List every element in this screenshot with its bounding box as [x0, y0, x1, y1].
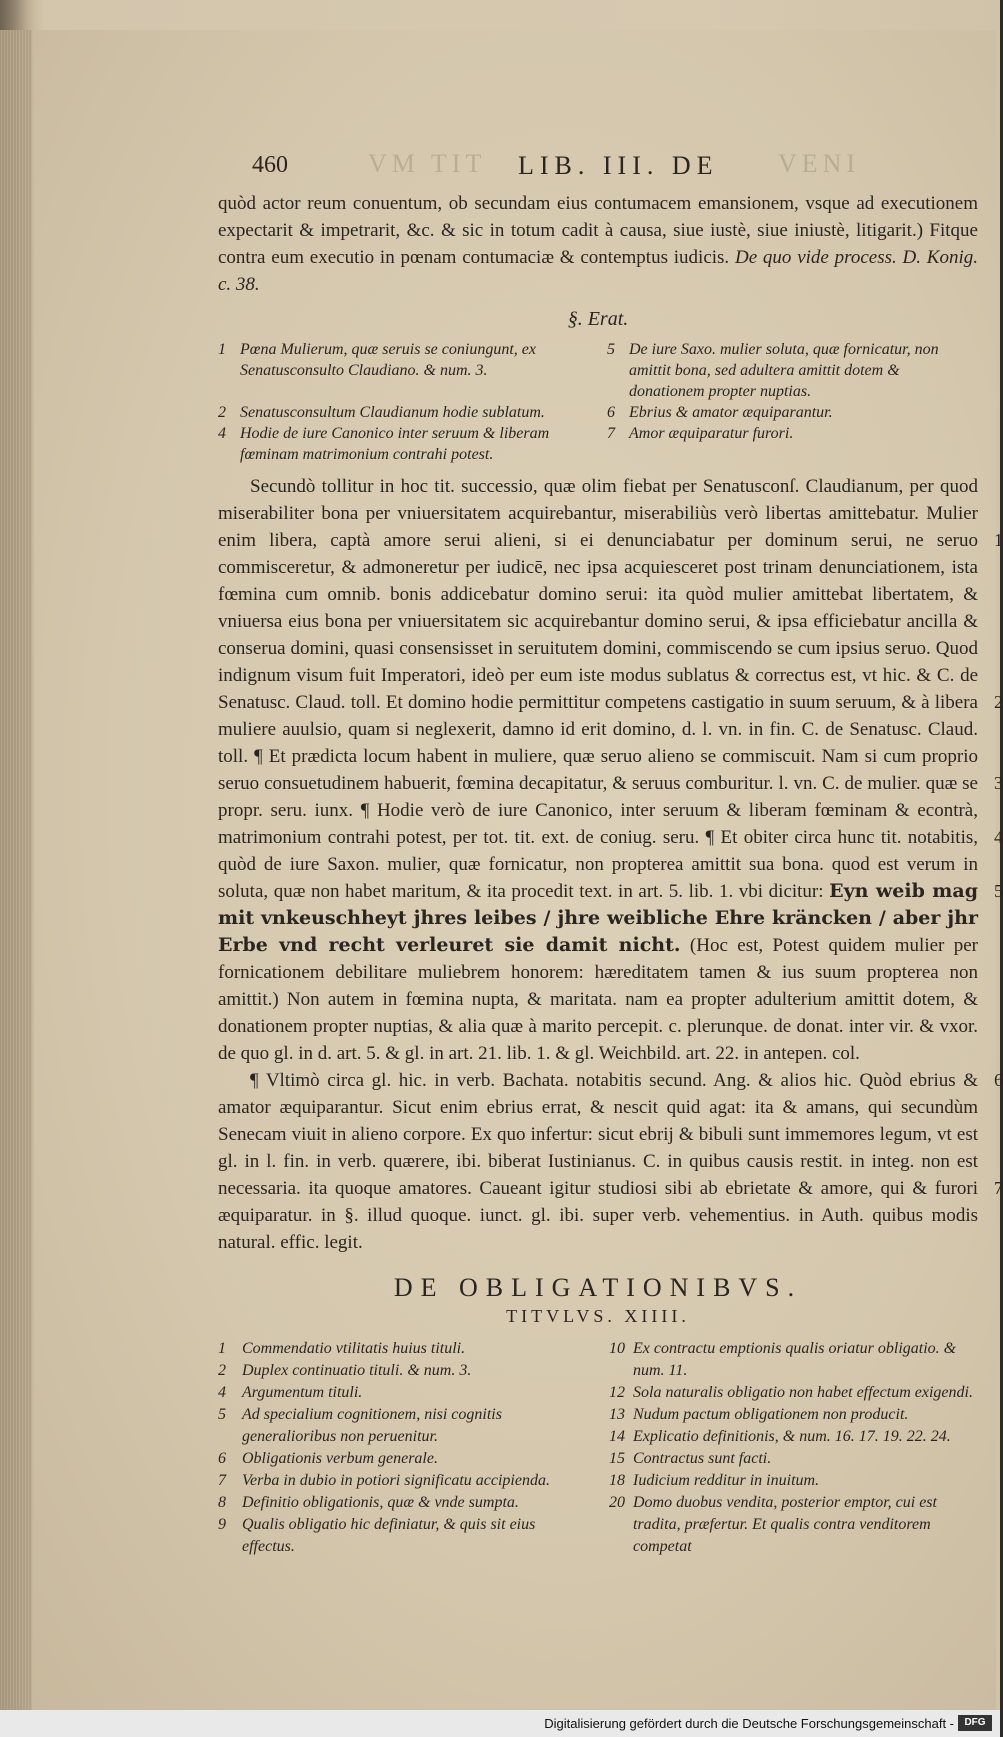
- paragraph-1: [218, 473, 978, 1067]
- summary-item: [607, 339, 978, 402]
- summary-num: 7: [218, 1472, 226, 1489]
- summary-item: [609, 1382, 978, 1404]
- summary-text: Sola naturalis obligatio non habet effectum exigendi.: [633, 1384, 973, 1401]
- german-quote: Eyn weib mag mit vnkeuschheyt jhres leibes / jhre weibliche Ehre kräncken / aber jhr Erbe vnd recht verleuret sie damit nicht.: [218, 880, 978, 956]
- summary-item: [218, 423, 589, 465]
- summary-column-right: [609, 1338, 978, 1558]
- summary-num: 5: [607, 341, 615, 358]
- title-subheading: TITVLVS. XIIII.: [506, 1306, 690, 1326]
- summary-num: 1: [218, 1340, 226, 1357]
- summary-num: 14: [609, 1428, 625, 1445]
- page-content: [218, 149, 1003, 1558]
- summary-text: Ebrius & amator æquiparantur.: [629, 404, 833, 421]
- summary-text: De iure Saxo. mulier soluta, quæ fornicatur, non amittit bona, sed adultera amittit dotem & donationem propter nuptias.: [629, 341, 939, 400]
- summary-list-1: [218, 339, 978, 465]
- margin-number: 7: [994, 1178, 1003, 1198]
- summary-item: [218, 1404, 587, 1448]
- summary-item: [609, 1470, 978, 1492]
- summary-text: Verba in dubio in potiori significatu accipienda.: [242, 1472, 550, 1489]
- summary-text: Commendatio vtilitatis huius tituli.: [242, 1340, 466, 1357]
- summary-num: 6: [218, 1450, 226, 1467]
- summary-text: Amor æquiparatur furori.: [629, 425, 794, 442]
- summary-text: Iudicium redditur in inuitum.: [633, 1472, 820, 1489]
- summary-num: 10: [609, 1340, 625, 1357]
- paragraph-1-text: Secundò tollitur in hoc tit. successio, quæ olim fiebat per Senatusconſ. Claudianum, per quod miserabiliter bona per vniuersitatem acquirebantur, miserabiliùs verò libertas amittebatur. Mulier enim libera, captà amore serui alieni, si ei denunciabatur per dominum serui, ne seruo commisceretur, & admoneretur per iudicē, nec ipsa acquiesceret post trinam denunciationem, ista fœmina cum omnib. bonis addicebatur domino serui: ita quòd mulier amittebat libertatem, & vniuersa eius bona per vniuersitatem sic acquirebantur domino serui, & ipsa efficiebatur ancilla & conserua domini, quasi consensisset in seruitutem domini, commiscendo se cum ipsius seruo. Quod indignum visum fuit Imperatori, ideò per eum iste modus sublatus & correctus est, vt hic. & C. de Senatusc. Claud. toll. Et domino hodie permittitur competens castigatio in suum seruum, & à libera muliere auulsio, quam si neglexerit, damno id erit domino, d. l. vn. in fin. C. de Senatusc. Claud. toll. ¶ Et prædicta locum habent in muliere, quæ seruo alieno se commiscuit. Nam si cum proprio seruo consuetudinem habuerit, fœmina decapitatur, & seruus comburitur. l. vn. C. de mulier. quæ se propr. seru. iunx. ¶ Hodie verò de iure Canonico, inter seruum & liberam fœminam & econtrà, matrimonium contrahi potest, per tot. tit. ext. de coniug. seru. ¶ Et obiter circa hunc tit. notabitis, quòd de iure Saxon. mulier, quæ fornicatur, non propterea amittit sua bona. quod est verum in soluta, quæ non habet maritum, & ita procedit text. in art. 5. lib. 1. vbi dicitur:: [218, 476, 978, 902]
- main-paragraph: [218, 473, 1003, 1256]
- summary-num: 8: [218, 1494, 226, 1511]
- summary-num: 5: [218, 1406, 226, 1423]
- summary-item: [609, 1426, 978, 1448]
- margin-number: 5: [994, 881, 1003, 901]
- summary-list-2: [218, 1338, 978, 1558]
- intro-line: quòd actor reum conuentum, ob secundam eius contumacem emansionem, vsque ad executionem expectarit & impetrarit, &c. & sic in totum cadit à causa, siue iustè, siue iniustè, litigarit.) Fitque contra eum executio in pœnam contumaciæ & contemptus iudicis.: [218, 193, 978, 268]
- summary-num: 4: [218, 425, 226, 442]
- summary-text: Senatusconsultum Claudianum hodie sublatum.: [240, 404, 545, 421]
- summary-item: [218, 1338, 587, 1360]
- page-header: [218, 149, 978, 190]
- summary-text: Nudum pactum obligationem non producit.: [633, 1406, 909, 1423]
- summary-num: 1: [218, 341, 226, 358]
- summary-text: Hodie de iure Canonico inter seruum & liberam fœminam matrimonium contrahi potest.: [240, 425, 550, 463]
- summary-num: 20: [609, 1494, 625, 1511]
- summary-num: 7: [607, 425, 615, 442]
- paragraph-2-text: ¶ Vltimò circa gl. hic. in verb. Bachata. notabitis secund. Ang. & alios hic. Quòd ebrius & amator æquiparantur. Sicut enim ebrius errat, & nescit quid agat: ita & amans, qui secundùm Senecam viuit in alieno corpore. Ex quo infertur: sicut ebrij & bibuli sunt immemores legum, vt est gl. in l. fin. in verb. quærere, ibi. biberat Iustinianus. C. in quibus causis restit. in integ. non est necessaria. ita quoque amatores. Caueant igitur studiosi sibi ab ebrietate & amore, qui & furori æquiparatur. in §. illud quoque. iunct. gl. ibi. super verb. vehementius. in Auth. quibus modis natural. effic. legit.: [218, 1070, 978, 1253]
- summary-item: [218, 1360, 587, 1382]
- summary-item: [609, 1492, 978, 1558]
- summary-num: 6: [607, 404, 615, 421]
- bleed-through-left: VM TIT: [368, 149, 487, 178]
- summary-text: Domo duobus vendita, posterior emptor, cui est tradita, præfertur. Et qualis contra venditorem competat: [633, 1494, 937, 1555]
- summary-text: Duplex continuatio tituli. & num. 3.: [242, 1362, 472, 1379]
- margin-number: 4: [994, 827, 1003, 847]
- bleed-through-right: VENI: [778, 149, 861, 178]
- summary-item: [218, 339, 589, 402]
- summary-text: Pœna Mulierum, quæ seruis se coniungunt, ex Senatusconsulto Claudiano. & num. 3.: [240, 341, 536, 379]
- section-mark: §. Erat.: [567, 308, 629, 330]
- summary-num: 9: [218, 1516, 226, 1533]
- summary-item: [609, 1338, 978, 1382]
- summary-num: 18: [609, 1472, 625, 1489]
- summary-num: 15: [609, 1450, 625, 1467]
- intro-text: [218, 190, 978, 298]
- summary-num: 4: [218, 1384, 226, 1401]
- summary-item: [218, 402, 589, 423]
- summary-text: Argumentum tituli.: [242, 1384, 363, 1401]
- margin-number: 6: [994, 1070, 1003, 1090]
- summary-item: [609, 1448, 978, 1470]
- summary-item: [218, 1448, 587, 1470]
- running-head: LIB. III. DE: [518, 151, 719, 180]
- summary-text: Ex contractu emptionis qualis oriatur obligatio. & num. 11.: [633, 1340, 957, 1379]
- summary-num: 13: [609, 1406, 625, 1423]
- summary-item: [609, 1404, 978, 1426]
- summary-text: Definitio obligationis, quæ & vnde sumpta.: [242, 1494, 519, 1511]
- summary-item: [218, 1492, 587, 1514]
- summary-text: Contractus sunt facti.: [633, 1450, 772, 1467]
- intro-reference: De quo vide process. D. Konig. c. 38.: [218, 247, 979, 295]
- summary-text: Qualis obligatio hic definiatur, & quis sit eius effectus.: [242, 1516, 536, 1555]
- footer-credit: Digitalisierung gefördert durch die Deutsche Forschungsgemeinschaft -: [544, 1716, 954, 1731]
- page-number: 460: [252, 152, 288, 178]
- summary-num: 2: [218, 1362, 226, 1379]
- paragraph-1b-text: (Hoc est, Potest quidem mulier per fornicationem debilitare muliebrem honorem: hæreditatem tamen & ius suum propterea non amittit.) Non autem in fœmina nupta, & maritata. nam ea propter adulterium amittit dotem, & donationem propter nuptias, & alia quæ à marito percepit. c. plerunque. de donat. inter vir. & vxor. de quo gl. in d. art. 5. & gl. in art. 21. lib. 1. & gl. Weichbild. art. 22. in antepen. col.: [218, 935, 979, 1064]
- page-edge: [0, 30, 32, 1710]
- summary-item: [607, 423, 978, 465]
- summary-text: Ad specialium cognitionem, nisi cognitis generalioribus non peruenitur.: [242, 1406, 502, 1445]
- paragraph-2: [218, 1067, 978, 1256]
- summary-text: Obligationis verbum generale.: [242, 1450, 438, 1467]
- summary-item: [218, 1470, 587, 1492]
- summary-item: [218, 1382, 587, 1404]
- margin-number: 2: [994, 692, 1003, 712]
- margin-number: 1: [994, 530, 1003, 550]
- summary-text: Explicatio definitionis, & num. 16. 17. 19. 22. 24.: [633, 1428, 951, 1445]
- summary-num: 12: [609, 1384, 625, 1401]
- footer-bar: [0, 1710, 1000, 1737]
- summary-num: 2: [218, 404, 226, 421]
- summary-column-left: [218, 1338, 587, 1558]
- summary-item: [607, 402, 978, 423]
- summary-item: [218, 1514, 587, 1558]
- dfg-logo: DFG: [958, 1715, 992, 1731]
- title-heading: DE OBLIGATIONIBVS.: [393, 1273, 803, 1302]
- margin-number: 3: [994, 773, 1003, 793]
